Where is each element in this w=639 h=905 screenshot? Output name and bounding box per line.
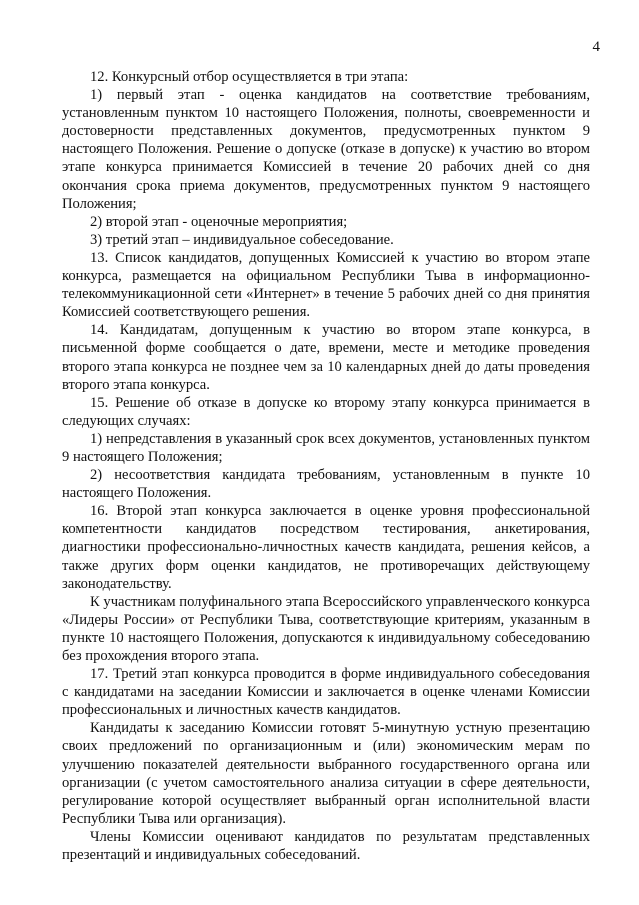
page-number: 4 (592, 39, 600, 55)
document-body (62, 68, 590, 864)
paragraph: Кандидаты к заседанию Комиссии готовят 5-минутную устную презентацию своих предложений по организационным и (или) экономическим мерам по улучшению показателей деятельности выбранного государственного органа или организации (с учетом самостоятельного анализа ситуации в сфере деятельности, регулирование которой осуществляет выбранный орган исполнительной власти Республики Тыва или организация). (62, 720, 590, 827)
paragraph: 13. Список кандидатов, допущенных Комиссией к участию во втором этапе конкурса, размещается на официальном Республики Тыва в информационно-телекоммуникационной сети «Интернет» в течение 5 рабочих дней со дня принятия Комиссией соответствующего решения. (62, 249, 590, 321)
paragraph: 1) первый этап - оценка кандидатов на соответствие требованиям, установленным пунктом 10 настоящего Положения, полноты, своевременности и достоверности представленных документов, предусмотренных пунктом 9 настоящего Положения. Решение о допуске (отказе в допуске) к участию во втором этапе конкурса принимается Комиссией в течение 20 рабочих дней со дня окончания срока приема документов, предусмотренных пунктом 9 настоящего Положения; (62, 87, 590, 212)
paragraph: 3) третий этап – индивидуальное собеседование. (90, 231, 394, 248)
paragraph: 2) несоответствия кандидата требованиям, установленным в пункте 10 настоящего Положения. (62, 467, 590, 502)
paragraph: 17. Третий этап конкурса проводится в форме индивидуального собеседования с кандидатами на заседании Комиссии и заключается в оценке членами Комиссии профессиональных и личностных качеств кандидатов. (62, 666, 590, 719)
paragraph: 12. Конкурсный отбор осуществляется в три этапа: (90, 69, 409, 85)
paragraph: 16. Второй этап конкурса заключается в оценке уровня профессиональной компетентности кандидатов посредством тестирования, анкетирования, диагностики профессионально-личностных качеств кандидата, решения кейсов, а также других форм оценки кандидатов, не противоречащих действующему законодательству. (62, 503, 590, 592)
paragraph: 15. Решение об отказе в допуске ко второму этапу конкурса принимается в следующих случаях: (62, 394, 590, 429)
paragraph: 1) непредставления в указанный срок всех документов, установленных пунктом 9 настоящего Положения; (62, 430, 590, 465)
paragraph: 2) второй этап - оценочные мероприятия; (90, 213, 348, 230)
paragraph: Члены Комиссии оценивают кандидатов по результатам представленных презентаций и индивидуальных собеседований. (62, 828, 590, 864)
paragraph: К участникам полуфинального этапа Всероссийского управленческого конкурса «Лидеры России» от Республики Тыва, соответствующие критериям, указанным в пункте 10 настоящего Положения, допускаются к индивидуальному собеседованию без прохождения второго этапа. (62, 593, 590, 664)
paragraph: 14. Кандидатам, допущенным к участию во втором этапе конкурса, в письменной форме сообщается о дате, времени, месте и методике проведения второго этапа конкурса не позднее чем за 10 календарных дней до даты проведения второго этапа конкурса. (62, 322, 590, 393)
